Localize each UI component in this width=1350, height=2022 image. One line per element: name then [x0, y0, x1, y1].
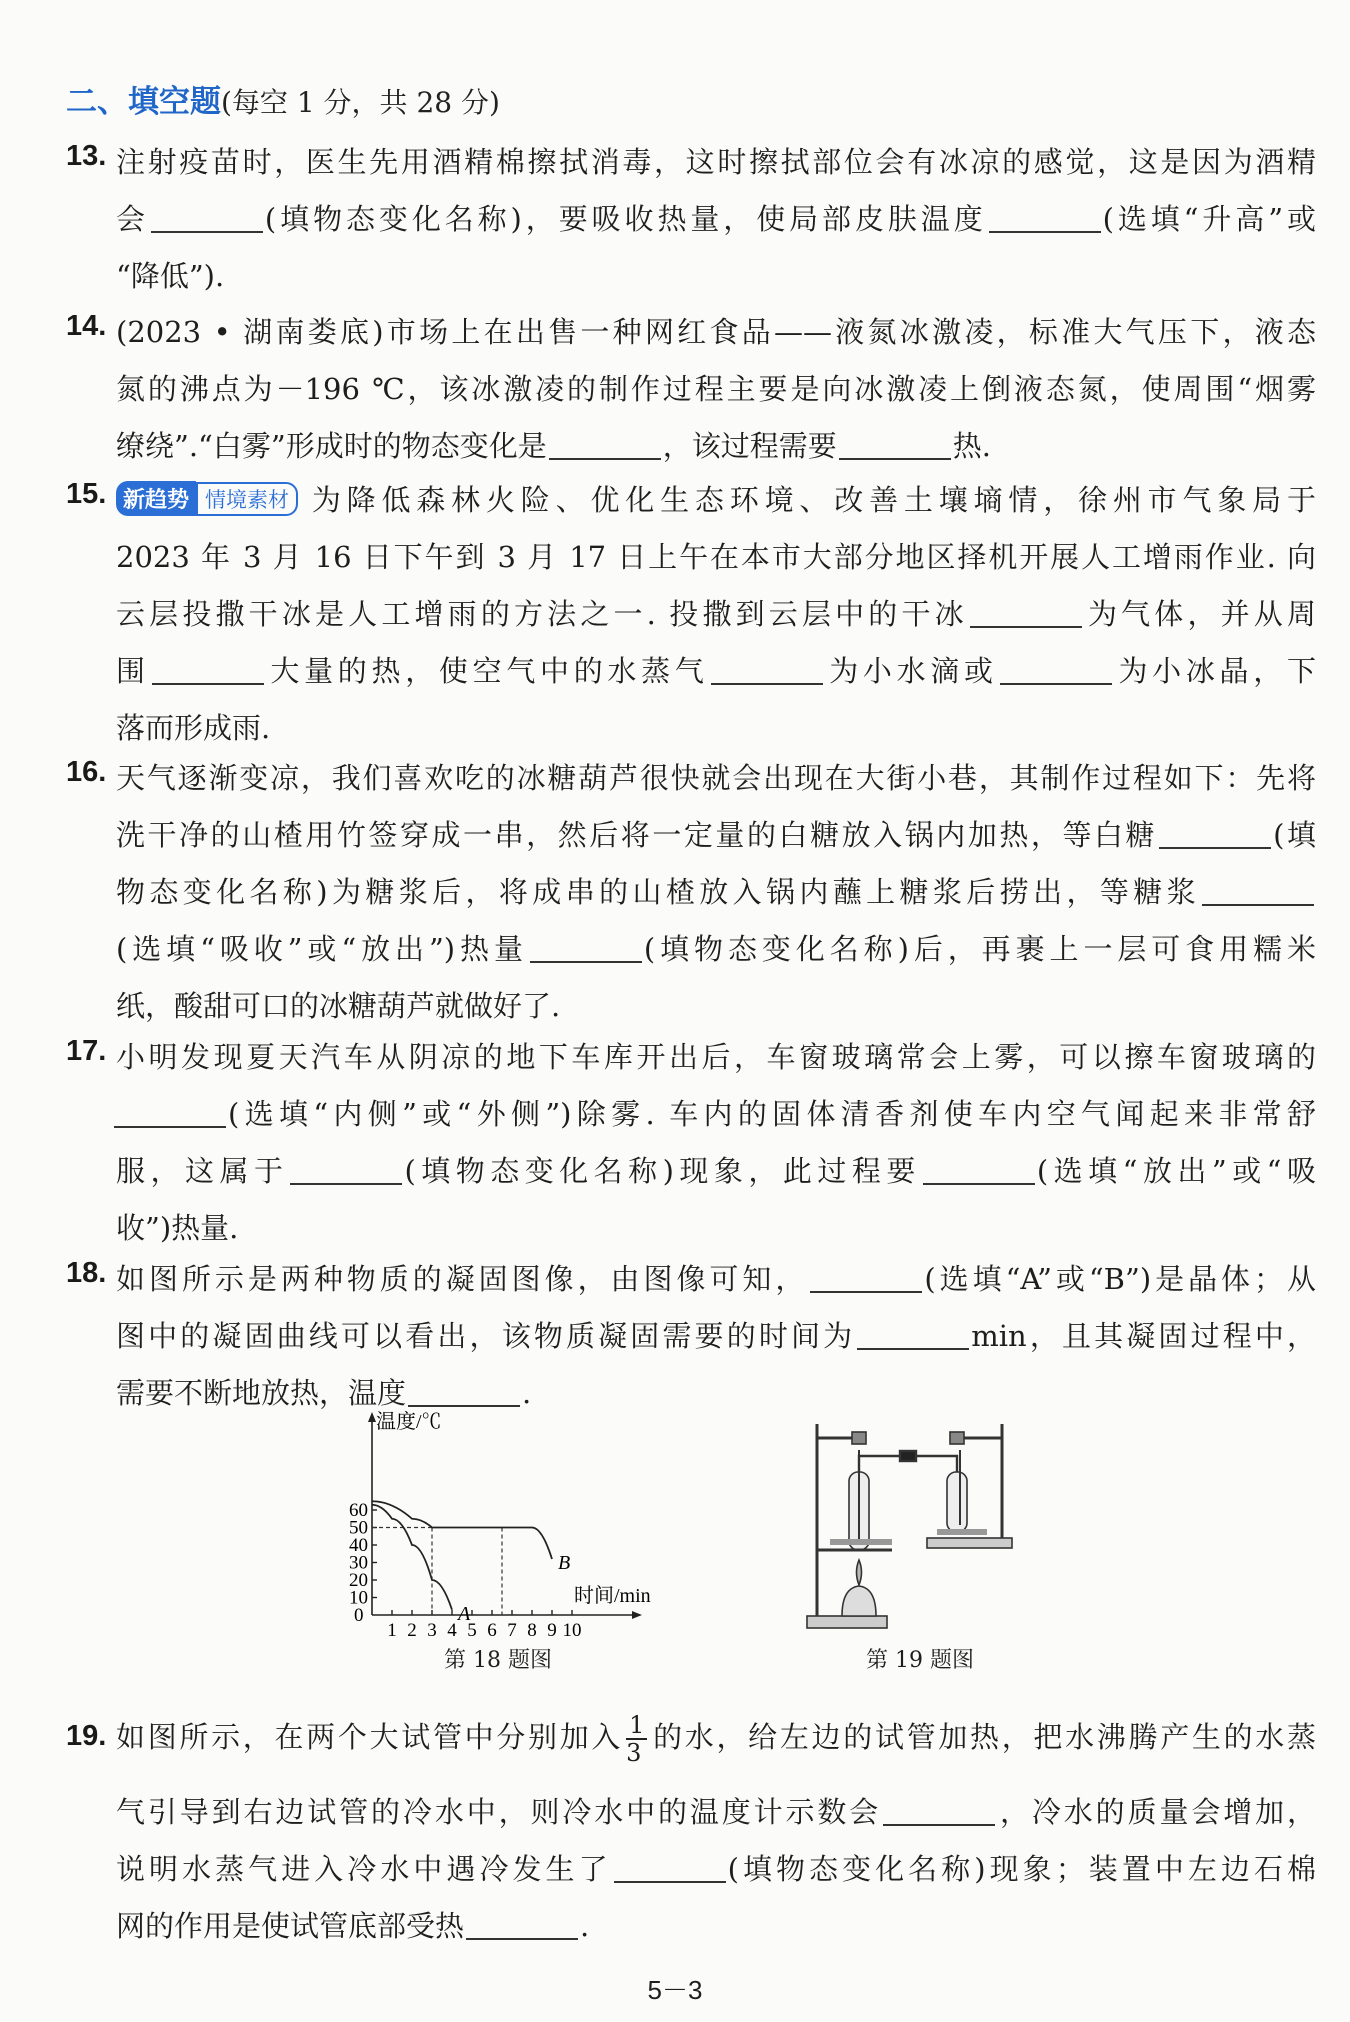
y-tick-label: 40	[349, 1535, 368, 1556]
series-line-A	[372, 1505, 452, 1610]
question-text-line: 围 大量的热，使空气中的水蒸气 为小水滴或 为小冰晶，下	[116, 654, 1316, 688]
question-text-line: 会 (填物态变化名称)，要吸收热量，使局部皮肤温度 (选填“升高”或	[116, 202, 1316, 236]
question-text-line: 氮的沸点为－196 ℃，该冰激凌的制作过程主要是向冰激凌上倒液态氮，使周围“烟雾	[116, 372, 1316, 406]
answer-blank[interactable]	[408, 1376, 520, 1407]
answer-blank[interactable]	[810, 1262, 922, 1293]
y-tick-label: 50	[349, 1517, 368, 1539]
x-axis-arrow	[632, 1611, 642, 1619]
alcohol-lamp-icon	[842, 1586, 876, 1616]
left-clamp-jaw	[852, 1432, 866, 1444]
x-tick-label: 10	[562, 1620, 582, 1641]
answer-blank[interactable]	[151, 202, 263, 233]
section-scoring-note: (每空 1 分，共 28 分)	[221, 86, 500, 119]
answer-blank[interactable]	[1202, 875, 1314, 906]
question-text-line: 落而形成雨.	[116, 711, 271, 745]
question-text-line: 如图所示，在两个大试管中分别加入 $\frac{1}{3}$ 的水，给左边的试管加热，把水沸腾产生的水蒸	[116, 1711, 1316, 1767]
x-tick-label: 3	[427, 1620, 437, 1641]
question-number: 18.	[66, 1257, 107, 1289]
tube-joint	[900, 1451, 916, 1461]
fig19-apparatus	[802, 1420, 1022, 1632]
x-tick-label: 1	[387, 1620, 397, 1641]
series-line-B	[372, 1501, 552, 1559]
question-text-line: 新趋势 情境素材 为降低森林火险、优化生态环境、改善土壤墒情，徐州市气象局于	[116, 478, 1316, 519]
answer-blank[interactable]	[290, 1154, 402, 1185]
flame-icon	[857, 1560, 862, 1585]
answer-blank[interactable]	[549, 429, 661, 460]
answer-blank[interactable]	[989, 202, 1101, 233]
connecting-tube	[859, 1451, 957, 1490]
fig18-caption: 第 18 题图	[444, 1648, 552, 1673]
answer-blank[interactable]	[1159, 818, 1271, 849]
question-text-line: 洗干净的山楂用竹签穿成一串，然后将一定量的白糖放入锅内加热，等白糖 (填	[116, 818, 1316, 852]
y-tick-label: 20	[349, 1570, 368, 1591]
x-tick-label: 2	[407, 1620, 417, 1641]
left-stand-base	[807, 1616, 887, 1628]
fig19-caption: 第 19 题图	[866, 1648, 974, 1673]
trend-tag: 新趋势	[116, 481, 196, 516]
left-stand	[807, 1424, 892, 1628]
question-text-line: 小明发现夏天汽车从阴凉的地下车库开出后，车窗玻璃常会上雾，可以擦车窗玻璃的	[116, 1040, 1316, 1074]
question-text-line: 图中的凝固曲线可以看出，该物质凝固需要的时间为 min，且其凝固过程中，	[116, 1319, 1316, 1353]
x-tick-label: 8	[527, 1620, 537, 1641]
answer-blank[interactable]	[883, 1795, 995, 1826]
question-text-line: “降低”).	[116, 259, 225, 293]
question-text-line: 气引导到右边试管的冷水中，则冷水中的温度计示数会 ，冷水的质量会增加，	[116, 1795, 1316, 1829]
answer-blank[interactable]	[114, 1097, 226, 1128]
x-tick-label: 9	[547, 1620, 557, 1641]
page-number: 5－3	[647, 1975, 703, 2005]
question-text-line: (选填“吸收”或“放出”)热量 (填物态变化名称)后，再裹上一层可食用糯米	[116, 932, 1316, 966]
fraction-one-third: $\frac{1}{3}$	[626, 1712, 647, 1766]
question-text-line: 天气逐渐变凉，我们喜欢吃的冰糖葫芦很快就会出现在大街小巷，其制作过程如下：先将	[116, 761, 1316, 795]
answer-blank[interactable]	[530, 932, 642, 963]
answer-blank[interactable]	[857, 1319, 969, 1350]
x-tick-label: 5	[467, 1620, 477, 1641]
question-text-line: (2023 • 湖南娄底)市场上在出售一种网红食品——液氮冰激凌，标准大气压下，液态	[116, 315, 1316, 349]
fig18-chart	[340, 1410, 660, 1641]
question-text-line: 网的作用是使试管底部受热 .	[116, 1909, 590, 1943]
answer-blank[interactable]	[1000, 654, 1112, 685]
question-text-line: 2023 年 3 月 16 日下午到 3 月 17 日上午在本市大部分地区择机开展人工增雨作业. 向	[116, 540, 1316, 574]
question-text-line: 如图所示是两种物质的凝固图像，由图像可知， (选填“A”或“B”)是晶体；从	[116, 1262, 1316, 1296]
question-text-line: 云层投撒干冰是人工增雨的方法之一. 投撒到云层中的干冰 为气体，并从周	[116, 597, 1316, 631]
right-clamp-jaw	[950, 1432, 964, 1444]
right-stand	[927, 1424, 1012, 1548]
question-text-line: 注射疫苗时，医生先用酒精棉擦拭消毒，这时擦拭部位会有冰凉的感觉，这是因为酒精	[116, 145, 1316, 179]
question-text-line: 收”)热量.	[116, 1211, 239, 1245]
section-title	[66, 82, 500, 123]
right-stand-base	[927, 1538, 1012, 1548]
question-number: 15.	[66, 478, 107, 510]
y-axis-arrow	[368, 1412, 376, 1422]
y-tick-label: 60	[349, 1500, 368, 1521]
answer-blank[interactable]	[923, 1154, 1035, 1185]
question-text-line: 需要不断地放热，温度 .	[116, 1376, 532, 1410]
origin-label: 0	[354, 1605, 364, 1626]
answer-blank[interactable]	[839, 429, 951, 460]
answer-blank[interactable]	[970, 597, 1082, 628]
question-number: 19.	[66, 1720, 107, 1752]
series-label-A: A	[458, 1602, 471, 1625]
question-text-line: (选填“内侧”或“外侧”)除雾. 车内的固体清香剂使车内空气闻起来非常舒	[66, 1092, 1316, 1133]
section-heading: 二、填空题	[66, 84, 221, 120]
question-text-line: 服，这属于 (填物态变化名称)现象，此过程要 (选填“放出”或“吸	[116, 1154, 1316, 1188]
x-axis-label: 时间/min	[574, 1585, 651, 1607]
x-tick-label: 4	[447, 1620, 457, 1641]
question-text-line: 纸，酸甜可口的冰糖葫芦就做好了.	[116, 989, 561, 1023]
question-text-line: 缭绕”.“白雾”形成时的物态变化是 ，该过程需要 热.	[116, 429, 991, 463]
x-tick-label: 6	[487, 1620, 497, 1641]
series-label-B: B	[558, 1552, 571, 1574]
y-tick-label: 30	[349, 1552, 368, 1574]
answer-blank[interactable]	[466, 1909, 578, 1940]
question-number: 14.	[66, 310, 107, 342]
y-tick-label: 10	[349, 1587, 368, 1609]
right-test-tube	[947, 1472, 967, 1532]
y-axis-label: 温度/℃	[376, 1411, 442, 1433]
answer-blank[interactable]	[614, 1852, 726, 1883]
question-text-line: 物态变化名称)为糖浆后，将成串的山楂放入锅内蘸上糖浆后捞出，等糖浆	[116, 870, 1316, 911]
question-number: 17.	[66, 1035, 107, 1067]
question-text-line: 说明水蒸气进入冷水中遇冷发生了 (填物态变化名称)现象；装置中左边石棉	[116, 1852, 1316, 1886]
question-number: 13.	[66, 140, 107, 172]
x-tick-label: 7	[507, 1620, 517, 1641]
answer-blank[interactable]	[711, 654, 823, 685]
question-number: 16.	[66, 756, 107, 788]
answer-blank[interactable]	[152, 654, 264, 685]
context-material-tag: 情境素材	[196, 482, 298, 516]
